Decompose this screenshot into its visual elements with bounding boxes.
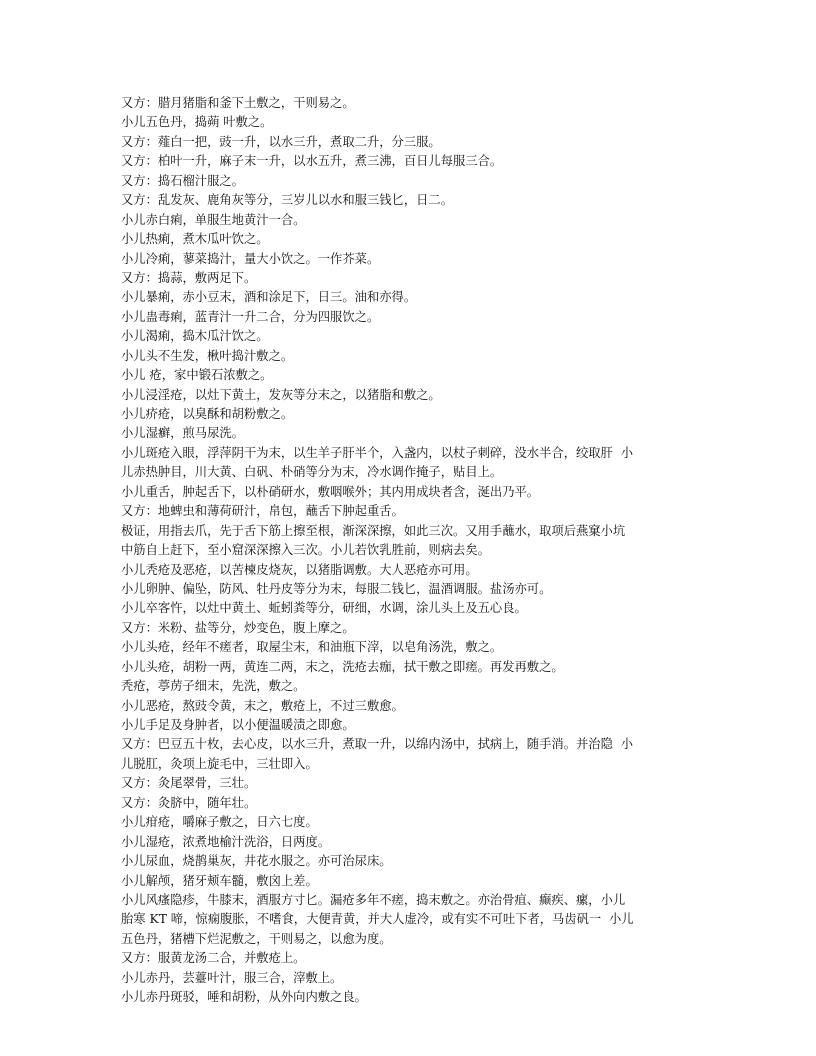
text-line: 小儿暴痢，赤小豆末，酒和涂足下，日三。油和亦得。 xyxy=(121,290,417,305)
text-line: 又方：灸脐中，随年壮。 xyxy=(121,795,257,810)
text-line: 小儿疳疮，嚼麻子敷之，日六七度。 xyxy=(121,815,318,830)
text-line: 儿脱肛，灸项上旋毛中，三壮即入。 xyxy=(121,756,318,771)
text-line: 小儿头疮，胡粉一两，黄连二两，末之，洗疮去痂，拭干敷之即瘥。再发再敷之。 xyxy=(121,659,564,674)
text-line: 又方：薤白一把，豉一升，以水三升，煮取二升，分三服。 xyxy=(121,134,441,149)
text-line: 又方：地蜱虫和薄荷研汁，帛包，蘸舌下肿起重舌。 xyxy=(121,504,404,519)
text-line: 小儿卵肿、偏坠，防风、牡丹皮等分为末，每服二钱匕，温酒调服。盐汤亦可。 xyxy=(121,581,552,596)
text-line: 小儿 疮，家中锻石浓敷之。 xyxy=(121,368,273,383)
text-line: 小儿浸淫疮，以灶下黄土，发灰等分末之，以猪脂和敷之。 xyxy=(121,387,441,402)
text-line: 小儿渴痢，捣木瓜汁饮之。 xyxy=(121,329,269,344)
text-line: 小儿头不生发，楸叶捣汁敷之。 xyxy=(121,348,294,363)
text-line: 小儿赤丹斑驳，唾和胡粉，从外向内敷之良。 xyxy=(121,990,367,1005)
text-line: 又方：腊月猪脂和釜下土敷之，干则易之。 xyxy=(121,96,355,110)
text-line: 小儿解颅，猪牙颊车髓，敷囟上差。 xyxy=(121,873,318,888)
text-line: 儿赤热肿目，川大黄、白矾、朴硝等分为末，冷水调作掩子，贴目上。 xyxy=(121,465,503,480)
text-line: 小儿头疮，经年不瘥者，取屋尘末，和油瓶下滓，以皂角汤洗，敷之。 xyxy=(121,640,503,655)
text-block xyxy=(121,94,701,1008)
text-line: 小儿湿疮，浓煮地榆汁洗浴，日两度。 xyxy=(121,834,331,849)
text-line: 又方：柏叶一升，麻子末一升，以水五升，煮三沸，百日儿每服三合。 xyxy=(121,154,503,169)
text-line: 又方：服黄龙汤二合，并敷疮上。 xyxy=(121,951,306,966)
text-line: 小儿热痢，煮木瓜叶饮之。 xyxy=(121,232,269,247)
text-line: 极证，用指去爪，先于舌下筋上擦至根，渐深深擦，如此三次。又用手蘸水，取项后燕窠小坑 xyxy=(121,523,626,538)
text-line: 小儿疥疮，以臭酥和胡粉敷之。 xyxy=(121,407,294,421)
text-line: 又方：捣蒜，敷两足下。 xyxy=(121,270,257,285)
text-line: 小儿重舌，肿起舌下，以朴硝研水，敷咽喉外；其内用成块者含，涎出乃平。 xyxy=(121,484,540,499)
text-line: 小儿赤丹，芸薹叶汁，服三合，滓敷上。 xyxy=(121,970,343,985)
text-line: 中筋自上赶下，至小窟深深擦入三次。小儿若饮乳胜前，则病去矣。 xyxy=(121,543,490,558)
text-line: 小儿尿血，烧鹊巢灰，井花水服之。亦可治尿床。 xyxy=(121,854,392,869)
text-line: 小儿蛊毒痢，蓝青汁一升二合，分为四服饮之。 xyxy=(121,309,380,324)
text-line: 小儿手足及身肿者，以小便温暖渍之即愈。 xyxy=(121,718,355,732)
text-line: 又方：乱发灰、鹿角灰等分，三岁儿以水和服三钱匕，日二。 xyxy=(121,193,454,208)
text-line: 小儿冷痢，蓼菜捣汁，量大小饮之。一作芥菜。 xyxy=(121,251,380,266)
text-line: 五色丹，猪槽下烂泥敷之，干则易之，以愈为度。 xyxy=(121,931,392,946)
text-line: 又方：巴豆五十枚，去心皮，以水三升，煮取一升，以绵内汤中，拭病上，随手消。并治隐 小 xyxy=(121,737,633,752)
text-line: 小儿恶疮，熬豉令黄，末之，敷疮上，不过三敷愈。 xyxy=(121,698,404,713)
text-line: 胎寒 KT 啼，惊痫腹胀，不嗜食，大便青黄，并大人虚冷，或有实不可吐下者，马齿矾一 小儿 xyxy=(121,912,634,927)
text-line: 又方：米粉、盐等分，炒变色，腹上摩之。 xyxy=(121,620,355,635)
text-line: 秃疮，葶苈子细末，先洗，敷之。 xyxy=(121,679,306,694)
text-line: 又方：捣石榴汁服之。 xyxy=(121,173,244,188)
text-line: 小儿卒客忤，以灶中黄土、蚯蚓粪等分，研细，水调，涂儿头上及五心良。 xyxy=(121,601,527,616)
text-line: 小儿斑疮入眼，浮萍阴干为末，以生羊子肝半个，入盏内，以杖子刺碎，没水半合，绞取肝 小 xyxy=(121,445,633,460)
text-line: 小儿赤白痢，单服生地黄汁一合。 xyxy=(121,212,306,227)
text-line: 又方：灸尾翠骨，三壮。 xyxy=(121,776,257,791)
text-line: 小儿五色丹，捣蒴 叶敷之。 xyxy=(121,115,273,130)
text-line: 小儿风瘙隐疹，牛膝末，酒服方寸匕。漏疮多年不瘥，捣末敷之。亦治骨疽、癫疾、瘰，小儿 xyxy=(121,892,626,907)
text-line: 小儿秃疮及恶疮，以苦楝皮烧灰，以猪脂调敷。大人恶疮亦可用。 xyxy=(121,562,478,577)
text-line: 小儿湿癣，煎马尿洗。 xyxy=(121,426,244,441)
